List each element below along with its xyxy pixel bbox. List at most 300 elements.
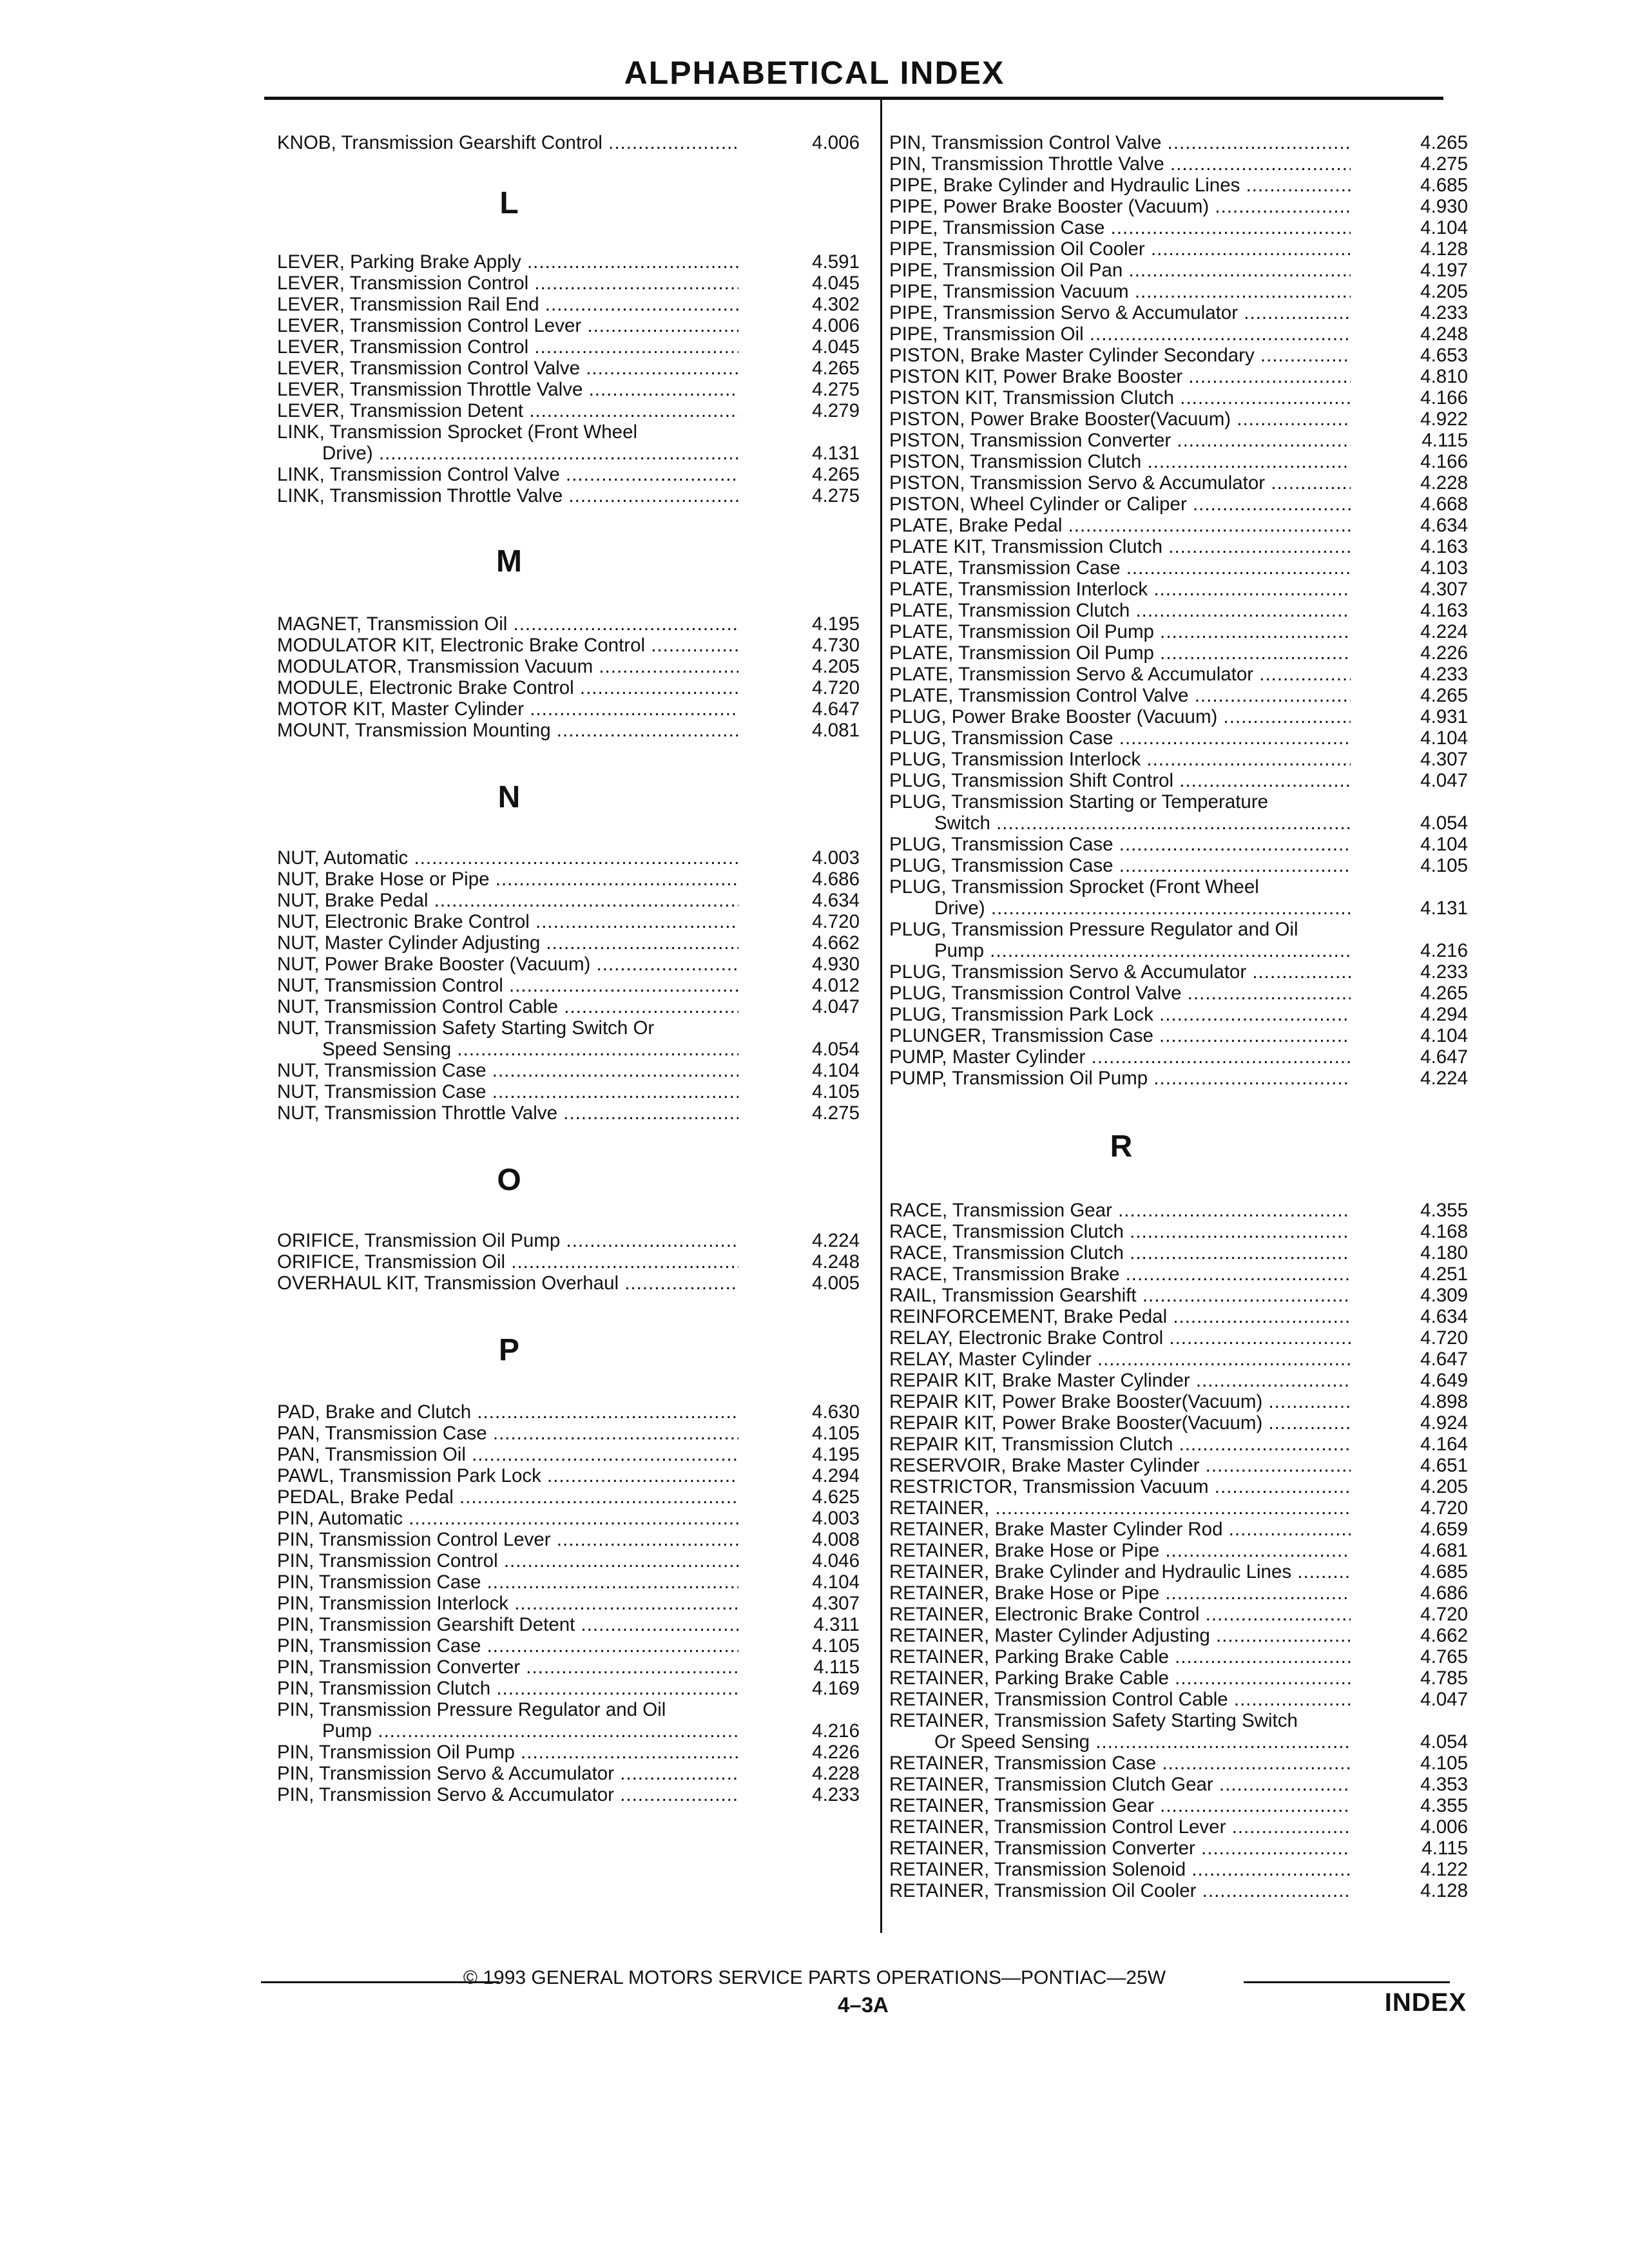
entry-page-number: 4.720 <box>1420 1327 1468 1349</box>
entry-label: NUT, Transmission Safety Starting Switch Or <box>277 1017 655 1039</box>
index-entry <box>889 1412 1468 1434</box>
entry-label: PLUG, Transmission Pressure Regulator and Oil <box>889 919 1298 940</box>
entry-page-number: 4.355 <box>1420 1200 1468 1221</box>
index-entry <box>889 345 1468 366</box>
entry-label: PIN, Transmission Pressure Regulator and Oil <box>277 1699 666 1720</box>
index-entry <box>277 1614 860 1635</box>
section-name: INDEX <box>1384 1988 1467 2017</box>
entry-page-number: 4.104 <box>1420 834 1468 855</box>
entry-page-number: 4.224 <box>1420 621 1468 642</box>
entry-label: NUT, Transmission Control Cable ..... <box>277 996 738 1017</box>
entry-page-number: 4.924 <box>1420 1412 1468 1434</box>
entry-label: LEVER, Parking Brake Apply ..... <box>277 251 738 273</box>
index-entry <box>889 1710 1468 1753</box>
section-gap <box>889 1089 1468 1200</box>
index-entry <box>277 1060 860 1081</box>
entry-label: PISTON, Transmission Clutch ..... <box>889 451 1351 472</box>
index-entry <box>889 876 1468 919</box>
index-entry <box>889 855 1468 876</box>
entry-page-number: 4.105 <box>812 1635 860 1657</box>
index-entry <box>277 1763 860 1784</box>
index-entry <box>889 1519 1468 1540</box>
index-entry <box>889 791 1468 834</box>
entry-label: PISTON KIT, Power Brake Booster ..... <box>889 366 1351 387</box>
index-entry <box>277 932 860 954</box>
index-entry <box>277 1273 860 1294</box>
entry-label: RETAINER, Transmission Clutch Gear ..... <box>889 1774 1351 1795</box>
entry-page-number: 4.294 <box>812 1465 860 1486</box>
index-entry <box>277 869 860 890</box>
entry-label: RETAINER, Transmission Control Cable ..... <box>889 1689 1351 1710</box>
entry-label: NUT, Brake Hose or Pipe ..... <box>277 869 738 890</box>
index-entry <box>889 515 1468 536</box>
index-entry <box>889 238 1468 260</box>
entry-label: NUT, Power Brake Booster (Vacuum) ..... <box>277 954 738 975</box>
index-entry <box>889 1689 1468 1710</box>
entry-label: LEVER, Transmission Rail End ..... <box>277 294 738 315</box>
entry-page-number: 4.307 <box>1420 749 1468 770</box>
index-entry <box>277 720 860 741</box>
index-entry <box>277 1508 860 1529</box>
index-entry <box>277 336 860 358</box>
entry-label: NUT, Brake Pedal ..... <box>277 890 738 911</box>
index-entry <box>277 421 860 464</box>
index-entry <box>889 834 1468 855</box>
entry-page-number: 4.205 <box>1420 1476 1468 1497</box>
entry-label: LINK, Transmission Sprocket (Front Wheel <box>277 421 638 443</box>
entry-label: RACE, Transmission Clutch ..... <box>889 1242 1351 1264</box>
entry-label: LINK, Transmission Control Valve ..... <box>277 464 738 485</box>
entry-label: RELAY, Electronic Brake Control ..... <box>889 1327 1351 1349</box>
entry-page-number: 4.265 <box>1420 983 1468 1004</box>
entry-page-number: 4.054 <box>812 1039 860 1060</box>
index-entry <box>889 408 1468 430</box>
entry-page-number: 4.233 <box>1420 961 1468 983</box>
index-entry <box>277 273 860 294</box>
entry-label: RETAINER, Brake Master Cylinder Rod ..... <box>889 1519 1351 1540</box>
entry-label: PLUG, Transmission Control Valve ..... <box>889 983 1351 1004</box>
entry-label: LINK, Transmission Throttle Valve ..... <box>277 485 738 506</box>
index-entry <box>889 323 1468 345</box>
entry-label: PLUG, Transmission Case ..... <box>889 855 1351 876</box>
entry-page-number: 4.128 <box>1420 238 1468 260</box>
entry-label: PLATE, Brake Pedal ..... <box>889 515 1351 536</box>
entry-label: RAIL, Transmission Gearshift ..... <box>889 1285 1351 1306</box>
entry-page-number: 4.931 <box>1420 706 1468 727</box>
entry-page-number: 4.685 <box>1420 175 1468 196</box>
entry-label: PISTON, Wheel Cylinder or Caliper ..... <box>889 494 1351 515</box>
entry-page-number: 4.248 <box>1420 323 1468 345</box>
entry-label-continued: Pump ..... <box>322 1720 738 1742</box>
entry-label: PLATE, Transmission Oil Pump ..... <box>889 621 1351 642</box>
entry-page-number: 4.647 <box>1420 1349 1468 1370</box>
section-gap <box>277 1124 860 1230</box>
entry-label: NUT, Transmission Throttle Valve ..... <box>277 1102 738 1124</box>
entry-label: PAWL, Transmission Park Lock ..... <box>277 1465 738 1486</box>
section-gap <box>277 1294 860 1401</box>
entry-page-number: 4.720 <box>812 911 860 932</box>
entry-page-number: 4.647 <box>812 698 860 720</box>
entry-label: RESERVOIR, Brake Master Cylinder ..... <box>889 1455 1351 1476</box>
section-letter-p: P <box>498 1333 519 1367</box>
entry-page-number: 4.012 <box>812 975 860 996</box>
entry-page-number: 4.008 <box>812 1529 860 1550</box>
index-entry <box>889 1838 1468 1859</box>
entry-page-number: 4.659 <box>1420 1519 1468 1540</box>
index-entry <box>277 1678 860 1699</box>
index-entry <box>889 642 1468 664</box>
entry-label: LEVER, Transmission Control Lever ..... <box>277 315 738 336</box>
index-entry <box>277 1571 860 1593</box>
entry-label: RETAINER, Transmission Gear ..... <box>889 1795 1351 1816</box>
entry-page-number: 4.265 <box>1420 685 1468 706</box>
index-entry <box>277 847 860 869</box>
entry-label: LEVER, Transmission Control ..... <box>277 336 738 358</box>
entry-label: RACE, Transmission Gear ..... <box>889 1200 1351 1221</box>
index-entry <box>277 1081 860 1102</box>
index-entry <box>889 1046 1468 1068</box>
k-entries <box>277 132 860 153</box>
entry-label: PIN, Automatic ..... <box>277 1508 738 1529</box>
entry-page-number: 4.081 <box>812 720 860 741</box>
entry-page-number: 4.105 <box>812 1423 860 1444</box>
entry-label: LEVER, Transmission Detent ..... <box>277 400 738 421</box>
entry-label: PLATE, Transmission Clutch ..... <box>889 600 1351 621</box>
entry-page-number: 4.006 <box>812 315 860 336</box>
entry-page-number: 4.930 <box>1420 196 1468 217</box>
entry-page-number: 4.275 <box>812 485 860 506</box>
entry-label: PUMP, Master Cylinder ..... <box>889 1046 1351 1068</box>
entry-page-number: 4.248 <box>812 1251 860 1273</box>
entry-label: RETAINER, Transmission Converter ..... <box>889 1838 1351 1859</box>
footer-rule-right <box>1244 1981 1450 1983</box>
index-entry <box>277 251 860 273</box>
entry-page-number: 4.104 <box>812 1060 860 1081</box>
entry-page-number: 4.195 <box>812 613 860 635</box>
index-entry <box>277 613 860 635</box>
index-entry <box>889 472 1468 494</box>
index-entry <box>277 1635 860 1657</box>
index-entry <box>889 685 1468 706</box>
entry-page-number: 4.105 <box>812 1081 860 1102</box>
index-entry <box>889 727 1468 749</box>
entry-page-number: 4.169 <box>812 1678 860 1699</box>
entry-label: PIN, Transmission Converter ..... <box>277 1657 738 1678</box>
entry-page-number: 4.105 <box>1420 1753 1468 1774</box>
index-entry <box>889 749 1468 770</box>
index-entry <box>889 1497 1468 1519</box>
index-entry <box>889 1646 1468 1667</box>
index-entry <box>889 600 1468 621</box>
entry-label: PIPE, Transmission Oil ..... <box>889 323 1351 345</box>
entry-page-number: 4.233 <box>1420 302 1468 323</box>
entry-label: PLUG, Transmission Case ..... <box>889 727 1351 749</box>
entry-page-number: 4.265 <box>812 464 860 485</box>
entry-page-number: 4.307 <box>812 1593 860 1614</box>
entry-label: ORIFICE, Transmission Oil ..... <box>277 1251 738 1273</box>
entry-label: REPAIR KIT, Transmission Clutch ..... <box>889 1434 1351 1455</box>
entry-page-number: 4.651 <box>1420 1455 1468 1476</box>
index-entry <box>889 366 1468 387</box>
entry-label: PEDAL, Brake Pedal ..... <box>277 1486 738 1508</box>
copyright-notice: © 1993 GENERAL MOTORS SERVICE PARTS OPERATIONS—PONTIAC—25W <box>463 1967 1166 1988</box>
section-letter-o: O <box>497 1163 521 1197</box>
entry-label: LEVER, Transmission Throttle Valve ..... <box>277 379 738 400</box>
index-entry <box>889 302 1468 323</box>
entry-page-number: 4.226 <box>812 1742 860 1763</box>
index-entry <box>889 153 1468 175</box>
index-entry <box>889 1880 1468 1901</box>
index-entry <box>889 1349 1468 1370</box>
entry-page-number: 4.103 <box>1420 557 1468 579</box>
index-entry <box>277 400 860 421</box>
entry-page-number: 4.115 <box>813 1657 860 1678</box>
entry-label: RETAINER, Electronic Brake Control ..... <box>889 1604 1351 1625</box>
index-entry <box>277 1444 860 1465</box>
index-entry <box>889 1221 1468 1242</box>
entry-label-continued: Speed Sensing ..... <box>322 1039 738 1060</box>
entry-page-number: 4.003 <box>812 1508 860 1529</box>
index-entry <box>889 536 1468 557</box>
entry-page-number: 4.168 <box>1420 1221 1468 1242</box>
entry-label: OVERHAUL KIT, Transmission Overhaul ..... <box>277 1273 738 1294</box>
entry-label: PIN, Transmission Control Valve ..... <box>889 132 1351 153</box>
entry-page-number: 4.045 <box>812 273 860 294</box>
entry-label: PLUG, Power Brake Booster (Vacuum) ..... <box>889 706 1351 727</box>
index-entry <box>889 281 1468 302</box>
entry-label-continued: Drive) ..... <box>934 898 1351 919</box>
entry-page-number: 4.647 <box>1420 1046 1468 1068</box>
column-divider <box>880 97 882 1933</box>
entry-label: PAN, Transmission Case ..... <box>277 1423 738 1444</box>
entry-page-number: 4.122 <box>1420 1859 1468 1880</box>
entry-page-number: 4.046 <box>812 1550 860 1571</box>
section-letter-r: R <box>1110 1129 1133 1164</box>
entry-page-number: 4.251 <box>1420 1264 1468 1285</box>
index-entry <box>889 1434 1468 1455</box>
entry-label: REPAIR KIT, Power Brake Booster(Vacuum) ..... <box>889 1412 1351 1434</box>
entry-label: PIPE, Transmission Servo & Accumulator ..... <box>889 302 1351 323</box>
entry-label-continued: Pump ..... <box>934 940 1351 961</box>
entry-label: NUT, Master Cylinder Adjusting ..... <box>277 932 738 954</box>
entry-page-number: 4.047 <box>1420 770 1468 791</box>
p-entries-continued <box>889 132 1468 1089</box>
entry-page-number: 4.685 <box>1420 1561 1468 1582</box>
entry-page-number: 4.195 <box>812 1444 860 1465</box>
entry-page-number: 4.047 <box>812 996 860 1017</box>
entry-page-number: 4.681 <box>1420 1540 1468 1561</box>
entry-label: MAGNET, Transmission Oil ..... <box>277 613 738 635</box>
index-entry <box>277 1529 860 1550</box>
index-entry <box>889 1327 1468 1349</box>
entry-label: PLUG, Transmission Starting or Temperature <box>889 791 1269 812</box>
entry-page-number: 4.353 <box>1420 1774 1468 1795</box>
entry-page-number: 4.003 <box>812 847 860 869</box>
section-letter-m: M <box>496 544 522 579</box>
entry-page-number: 4.311 <box>813 1614 860 1635</box>
entry-page-number: 4.115 <box>1422 1838 1468 1859</box>
entry-label: PLATE, Transmission Case ..... <box>889 557 1351 579</box>
index-entry <box>277 315 860 336</box>
entry-page-number: 4.226 <box>1420 642 1468 664</box>
index-entry <box>277 635 860 656</box>
entry-label: RETAINER, Transmission Solenoid ..... <box>889 1859 1351 1880</box>
entry-page-number: 4.785 <box>1420 1667 1468 1689</box>
entry-page-number: 4.164 <box>1420 1434 1468 1455</box>
entry-page-number: 4.265 <box>1420 132 1468 153</box>
index-entry <box>889 1004 1468 1025</box>
entry-page-number: 4.205 <box>1420 281 1468 302</box>
entry-page-number: 4.720 <box>1420 1604 1468 1625</box>
index-entry <box>277 1102 860 1124</box>
m-entries <box>277 613 860 741</box>
index-entry <box>889 1753 1468 1774</box>
entry-page-number: 4.653 <box>1420 345 1468 366</box>
entry-label: RESTRICTOR, Transmission Vacuum ..... <box>889 1476 1351 1497</box>
entry-page-number: 4.275 <box>812 1102 860 1124</box>
section-gap <box>277 506 860 613</box>
index-entry <box>889 1306 1468 1327</box>
entry-page-number: 4.006 <box>1420 1816 1468 1838</box>
section-gap <box>277 741 860 847</box>
entry-page-number: 4.302 <box>812 294 860 315</box>
entry-page-number: 4.104 <box>1420 727 1468 749</box>
entry-page-number: 4.005 <box>812 1273 860 1294</box>
entry-label: MODULATOR KIT, Electronic Brake Control ..... <box>277 635 738 656</box>
entry-label: PLUG, Transmission Servo & Accumulator ..... <box>889 961 1351 983</box>
entry-label: NUT, Automatic ..... <box>277 847 738 869</box>
entry-page-number: 4.216 <box>812 1720 860 1742</box>
index-entry <box>889 1391 1468 1412</box>
entry-label: REPAIR KIT, Power Brake Booster(Vacuum) ..... <box>889 1391 1351 1412</box>
index-entry <box>277 1742 860 1763</box>
entry-label: PIN, Transmission Control Lever ..... <box>277 1529 738 1550</box>
header-rule <box>264 97 1443 100</box>
entry-label: PISTON KIT, Transmission Clutch ..... <box>889 387 1351 408</box>
left-column <box>277 132 860 1805</box>
index-entry <box>889 1625 1468 1646</box>
entry-label: PUMP, Transmission Oil Pump ..... <box>889 1068 1351 1089</box>
entry-label: ORIFICE, Transmission Oil Pump ..... <box>277 1230 738 1251</box>
index-entry <box>889 1476 1468 1497</box>
entry-page-number: 4.104 <box>1420 1025 1468 1046</box>
index-entry <box>889 1561 1468 1582</box>
entry-label: PLATE, Transmission Servo & Accumulator ..... <box>889 664 1351 685</box>
entry-label: NUT, Transmission Case ..... <box>277 1081 738 1102</box>
entry-page-number: 4.355 <box>1420 1795 1468 1816</box>
entry-page-number: 4.720 <box>1420 1497 1468 1519</box>
entry-label: RETAINER, Transmission Safety Starting Switch <box>889 1710 1298 1731</box>
entry-label: RETAINER, Master Cylinder Adjusting ..... <box>889 1625 1351 1646</box>
entry-page-number: 4.662 <box>1420 1625 1468 1646</box>
index-entry <box>889 983 1468 1004</box>
index-entry <box>277 656 860 677</box>
entry-label: RETAINER, Transmission Oil Cooler ..... <box>889 1880 1351 1901</box>
index-entry <box>889 1068 1468 1089</box>
section-letter-l: L <box>499 186 519 220</box>
entry-label: PIN, Transmission Servo & Accumulator ..... <box>277 1763 738 1784</box>
index-entry <box>889 1582 1468 1604</box>
entry-label: PLUG, Transmission Interlock ..... <box>889 749 1351 770</box>
entry-label: PISTON, Transmission Servo & Accumulator ..... <box>889 472 1351 494</box>
entry-page-number: 4.205 <box>812 656 860 677</box>
entry-page-number: 4.686 <box>1420 1582 1468 1604</box>
entry-page-number: 4.730 <box>812 635 860 656</box>
index-entry <box>277 132 860 153</box>
index-entry <box>889 196 1468 217</box>
p-entries <box>277 1401 860 1805</box>
index-entry <box>277 1465 860 1486</box>
entry-label: NUT, Transmission Case ..... <box>277 1060 738 1081</box>
entry-label-continued: Switch ..... <box>934 812 1351 834</box>
page-title: ALPHABETICAL INDEX <box>624 55 1005 91</box>
entry-page-number: 4.265 <box>812 358 860 379</box>
index-entry <box>277 1423 860 1444</box>
page-number: 4–3A <box>838 1993 889 2017</box>
entry-label: PIPE, Transmission Oil Pan ..... <box>889 260 1351 281</box>
entry-page-number: 4.104 <box>1420 217 1468 238</box>
index-entry <box>277 1017 860 1060</box>
n-entries <box>277 847 860 1124</box>
index-entry <box>889 579 1468 600</box>
entry-label: PISTON, Power Brake Booster(Vacuum) ..... <box>889 408 1351 430</box>
entry-page-number: 4.649 <box>1420 1370 1468 1391</box>
entry-page-number: 4.275 <box>1420 153 1468 175</box>
index-entry <box>277 698 860 720</box>
entry-page-number: 4.197 <box>1420 260 1468 281</box>
entry-page-number: 4.228 <box>1420 472 1468 494</box>
entry-page-number: 4.634 <box>812 890 860 911</box>
entry-page-number: 4.054 <box>1420 1731 1468 1753</box>
entry-label: RETAINER, Brake Hose or Pipe ..... <box>889 1582 1351 1604</box>
entry-label: RELAY, Master Cylinder ..... <box>889 1349 1351 1370</box>
entry-page-number: 4.216 <box>1420 940 1468 961</box>
entry-label: PIPE, Power Brake Booster (Vacuum) ..... <box>889 196 1351 217</box>
entry-page-number: 4.131 <box>812 443 860 464</box>
entry-page-number: 4.166 <box>1420 387 1468 408</box>
entry-label: MODULE, Electronic Brake Control ..... <box>277 677 738 698</box>
entry-page-number: 4.307 <box>1420 579 1468 600</box>
entry-page-number: 4.163 <box>1420 600 1468 621</box>
index-entry <box>889 1774 1468 1795</box>
entry-label: RETAINER, ..... <box>889 1497 1351 1519</box>
entry-page-number: 4.006 <box>812 132 860 153</box>
entry-page-number: 4.045 <box>812 336 860 358</box>
entry-label: PIPE, Transmission Case ..... <box>889 217 1351 238</box>
entry-label: PIN, Transmission Gearshift Detent ..... <box>277 1614 738 1635</box>
entry-page-number: 4.898 <box>1420 1391 1468 1412</box>
entry-page-number: 4.294 <box>1420 1004 1468 1025</box>
entry-label: LEVER, Transmission Control ..... <box>277 273 738 294</box>
entry-page-number: 4.625 <box>812 1486 860 1508</box>
index-entry <box>889 557 1468 579</box>
index-entry <box>889 451 1468 472</box>
index-entry <box>889 1455 1468 1476</box>
entry-label: PIN, Transmission Case ..... <box>277 1571 738 1593</box>
entry-label: RACE, Transmission Brake ..... <box>889 1264 1351 1285</box>
entry-label: PLUG, Transmission Sprocket (Front Wheel <box>889 876 1259 898</box>
entry-page-number: 4.105 <box>1420 855 1468 876</box>
entry-page-number: 4.233 <box>812 1784 860 1805</box>
index-entry <box>889 1795 1468 1816</box>
entry-label: RETAINER, Parking Brake Cable ..... <box>889 1667 1351 1689</box>
o-entries <box>277 1230 860 1294</box>
entry-page-number: 4.224 <box>1420 1068 1468 1089</box>
entry-label: RETAINER, Brake Cylinder and Hydraulic Lines ..... <box>889 1561 1351 1582</box>
entry-label: PLATE, Transmission Interlock ..... <box>889 579 1351 600</box>
entry-label: PLUG, Transmission Shift Control ..... <box>889 770 1351 791</box>
index-entry <box>889 1859 1468 1880</box>
